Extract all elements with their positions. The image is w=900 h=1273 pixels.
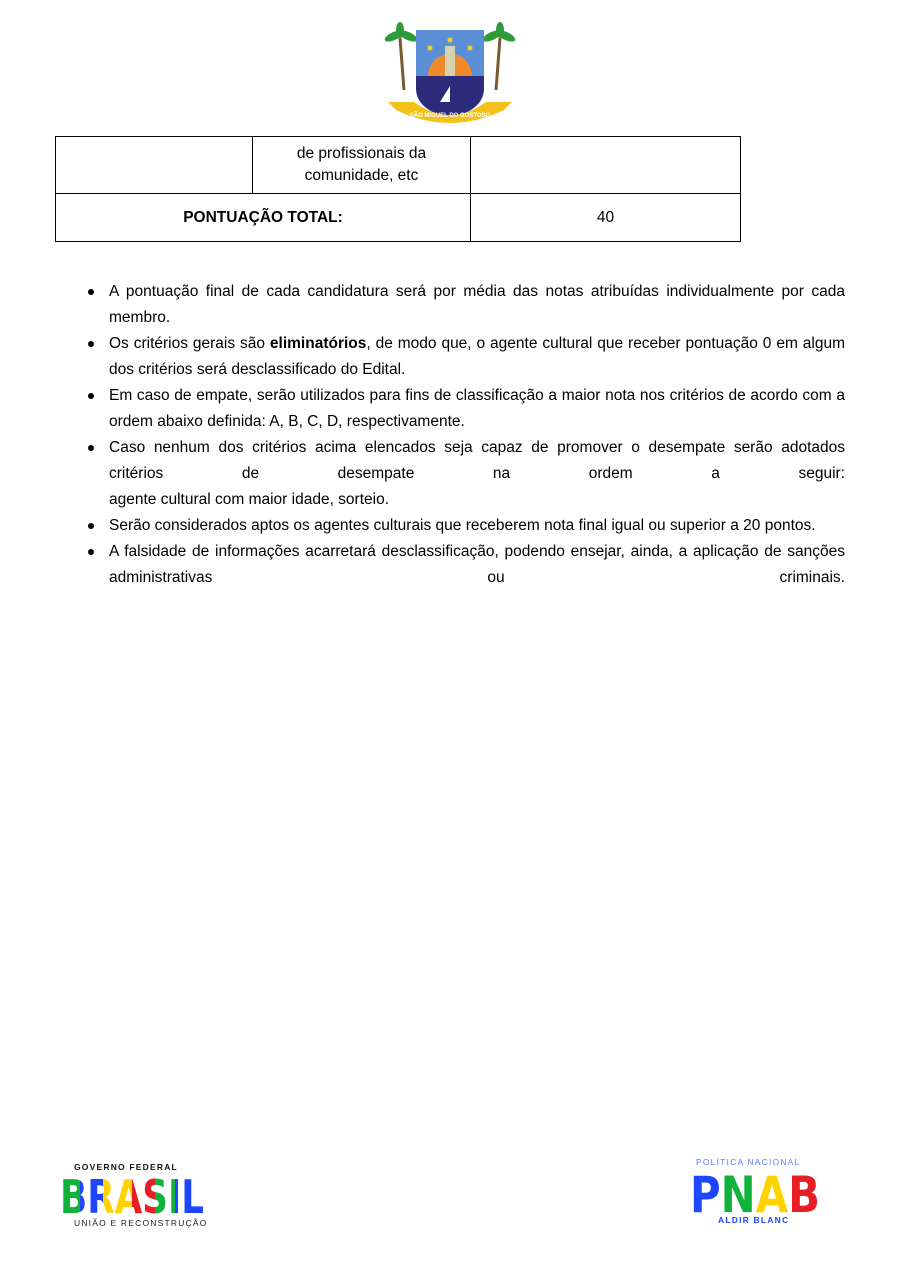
table-row xyxy=(56,137,741,194)
cell-text: de profissionais da xyxy=(296,145,427,162)
logo-text: ALDIR BLANC xyxy=(718,1215,790,1225)
table-row-total xyxy=(56,194,741,242)
text: critérios de desempate na ordem a seguir: xyxy=(109,465,845,482)
list-item: Em caso de empate, serão utilizados para fins de classificação a maior nota nos critérios de acordo com a ordem abaixo definida: A, B, C, D, respectivamente. xyxy=(88,383,845,435)
pnab-aldir-blanc-logo xyxy=(688,1155,828,1225)
text: agente cultural com maior idade, sorteio. xyxy=(109,491,390,508)
score-table xyxy=(55,136,741,242)
list-item xyxy=(88,435,845,513)
municipal-crest-logo xyxy=(384,18,516,126)
logo-text: GOVERNO FEDERAL xyxy=(74,1162,178,1172)
table-cell xyxy=(471,137,741,194)
pnab-wordmark-icon xyxy=(690,1169,822,1215)
table-cell xyxy=(56,137,253,194)
svg-text:SÃO MIGUEL DO GOSTOSO: SÃO MIGUEL DO GOSTOSO xyxy=(409,113,491,119)
text: Os critérios gerais são xyxy=(109,335,270,352)
governo-federal-brasil-logo xyxy=(60,1160,210,1230)
total-label: PONTUAÇÃO TOTAL: xyxy=(56,194,471,242)
pnab-wordmark: PNAB xyxy=(690,1169,820,1215)
rules-list xyxy=(88,279,845,591)
logo-text: UNIÃO E RECONSTRUÇÃO xyxy=(74,1218,208,1228)
list-item: A falsidade de informações acarretará desclassificação, podendo ensejar, ainda, a aplicação de sanções administrativas ou criminais. xyxy=(88,539,845,591)
brasil-wordmark: BRASIL xyxy=(60,1174,204,1216)
list-item: A pontuação final de cada candidatura será por média das notas atribuídas individualmente por cada membro. xyxy=(88,279,845,331)
total-value: 40 xyxy=(471,194,741,242)
brasil-wordmark-icon xyxy=(60,1174,206,1216)
list-item xyxy=(88,331,845,383)
table-cell xyxy=(253,137,471,194)
text: Caso nenhum dos critérios acima elencados seja capaz de promover o desempate serão adotados xyxy=(109,439,845,456)
cell-text: comunidade, etc xyxy=(304,167,419,184)
list-item: Serão considerados aptos os agentes culturais que receberem nota final igual ou superior a 20 pontos. xyxy=(88,513,845,539)
bold-text: eliminatórios xyxy=(269,335,367,352)
text: , de modo que, o agente cultural que receber pontuação 0 em algum dos critérios será desclassificado do Edital. xyxy=(109,335,845,378)
logo-text: POLÍTICA NACIONAL xyxy=(696,1157,801,1167)
